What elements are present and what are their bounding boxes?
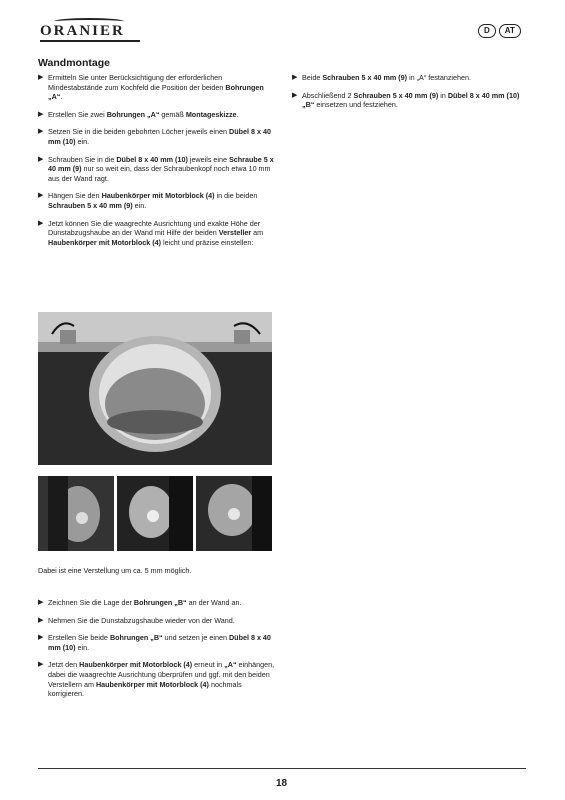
instruction-text: Erstellen Sie beide bbox=[48, 633, 110, 643]
page-number: 18 bbox=[276, 778, 288, 789]
instruction-text: Haubenkörper mit Motorblock (4) bbox=[101, 191, 215, 201]
instruction-text: Schrauben 5 x 40 mm (9) bbox=[48, 200, 133, 210]
instruction-text: Schraube 5 x 40 mm (9) bbox=[48, 154, 274, 174]
instruction-text: „A“ bbox=[224, 660, 237, 670]
instruction-text: Montageskizze bbox=[185, 109, 237, 119]
instructions-right bbox=[292, 73, 532, 118]
bullet-arrow-icon: ▶ bbox=[38, 74, 44, 81]
instruction-item bbox=[292, 91, 532, 110]
bullet-arrow-icon: ▶ bbox=[38, 155, 44, 163]
instruction-item bbox=[38, 616, 276, 626]
instruction-item bbox=[38, 633, 276, 652]
instruction-text: in „A“ festanziehen. bbox=[407, 73, 472, 82]
instruction-text: Bohrungen „A“ bbox=[48, 82, 264, 102]
instruction-text: Zeichnen Sie die Lage der bbox=[48, 598, 134, 607]
instruction-text: einhängen, dabei die waagrechte Ausrichtung überprüfen und ggf. mit den beiden Verstellern am bbox=[48, 660, 275, 689]
bullet-arrow-icon: ▶ bbox=[38, 219, 44, 227]
instruction-text: erneut in bbox=[192, 660, 225, 670]
bullet-arrow-icon: ▶ bbox=[38, 192, 44, 200]
instruction-text: Haubenkörper mit Motorblock (4) bbox=[79, 660, 193, 670]
instruction-text: am bbox=[251, 228, 264, 238]
instruction-text: nochmals korrigieren. bbox=[48, 679, 242, 699]
instruction-text: Erstellen Sie zwei bbox=[48, 109, 107, 119]
instruction-text: Schrauben Sie in die bbox=[48, 154, 117, 164]
instruction-text: leicht und präzise einstellen: bbox=[161, 237, 254, 247]
country-badge-at: AT bbox=[499, 24, 521, 38]
instruction-text: nur so weit ein, dass der Schraubenkopf noch etwa 10 mm aus der Wand ragt. bbox=[48, 164, 271, 183]
instruction-text: . bbox=[236, 109, 239, 119]
instruction-text: ein. bbox=[75, 136, 90, 146]
bullet-arrow-icon: ▶ bbox=[292, 91, 298, 99]
country-badges bbox=[478, 24, 521, 38]
instruction-text: ein. bbox=[75, 642, 90, 652]
bullet-arrow-icon: ▶ bbox=[38, 634, 44, 642]
instruction-text: in bbox=[438, 90, 448, 100]
instruction-item bbox=[38, 219, 276, 248]
adjuster-photo-1 bbox=[38, 476, 114, 551]
instruction-text: Schrauben 5 x 40 mm (9) bbox=[353, 90, 439, 100]
instruction-text: Abschließend 2 bbox=[302, 90, 354, 100]
instruction-text: Bohrungen „A“ bbox=[106, 109, 160, 119]
instruction-text: und setzen je einen bbox=[162, 633, 229, 643]
hood-illustration bbox=[38, 312, 272, 465]
instruction-text: Bohrungen „B“ bbox=[133, 598, 187, 607]
instruction-text: Setzen Sie in die beiden gebohrten Löcher jeweils einen bbox=[48, 127, 230, 137]
instruction-text: in die beiden bbox=[214, 191, 258, 201]
instruction-text: Dübel 8 x 40 mm (10) „B“ bbox=[302, 90, 520, 110]
instruction-item bbox=[38, 110, 276, 120]
instruction-text: gemäß bbox=[159, 109, 186, 119]
adjuster-photo-2 bbox=[117, 476, 193, 551]
instruction-item bbox=[38, 127, 276, 146]
instruction-text: Hängen Sie den bbox=[48, 191, 102, 201]
bullet-arrow-icon: ▶ bbox=[38, 110, 44, 118]
instruction-text: Bohrungen „B“ bbox=[109, 633, 163, 643]
instruction-text: Beide bbox=[302, 73, 323, 82]
instruction-item bbox=[38, 155, 276, 184]
instruction-text: Schrauben 5 x 40 mm (9) bbox=[322, 73, 408, 82]
bullet-arrow-icon: ▶ bbox=[38, 661, 44, 669]
instruction-text: Versteller bbox=[218, 228, 252, 238]
instruction-text: Dübel 8 x 40 mm (10) bbox=[48, 633, 271, 652]
logo-underline bbox=[40, 40, 140, 42]
instruction-text: Nehmen Sie die Dunstabzugshaube wieder von der Wand. bbox=[48, 615, 235, 625]
adjuster-photos bbox=[38, 476, 272, 551]
instruction-text: Haubenkörper mit Motorblock (4) bbox=[48, 237, 162, 247]
instruction-item bbox=[38, 660, 276, 698]
instruction-text: Dübel 8 x 40 mm (10) bbox=[48, 127, 271, 146]
instruction-item bbox=[38, 598, 276, 608]
bullet-arrow-icon: ▶ bbox=[38, 599, 44, 606]
hood-photo bbox=[38, 312, 272, 465]
bullet-arrow-icon: ▶ bbox=[38, 128, 44, 136]
instruction-text: jeweils eine bbox=[187, 154, 229, 164]
bullet-arrow-icon: ▶ bbox=[292, 74, 298, 81]
brand-logo: ORANIER bbox=[40, 23, 125, 39]
instructions-left bbox=[38, 73, 276, 255]
section-title: Wandmontage bbox=[38, 57, 110, 69]
instruction-text: Jetzt den bbox=[48, 660, 80, 670]
instruction-text: Haubenkörper mit Motorblock (4) bbox=[95, 679, 209, 689]
instruction-item bbox=[38, 191, 276, 210]
instruction-text: Dübel 8 x 40 mm (10) bbox=[116, 154, 188, 164]
photo-caption: Dabei ist eine Verstellung um ca. 5 mm möglich. bbox=[38, 566, 192, 575]
instruction-text: an der Wand an. bbox=[186, 598, 242, 607]
instructions-left-2 bbox=[38, 598, 276, 707]
instruction-text: einsetzen und festziehen. bbox=[314, 100, 398, 110]
instruction-text: . bbox=[60, 92, 63, 102]
instruction-item bbox=[292, 73, 532, 83]
adjuster-photo-3 bbox=[196, 476, 272, 551]
instruction-text: Jetzt können Sie die waagrechte Ausrichtung und exakte Höhe der Dunstabzugshaube an der Wand mit Hilfe der beiden bbox=[48, 218, 261, 238]
instruction-item bbox=[38, 73, 276, 102]
country-badge-d: D bbox=[478, 24, 496, 38]
instruction-text: ein. bbox=[132, 200, 147, 210]
bullet-arrow-icon: ▶ bbox=[38, 616, 44, 624]
instruction-text: Ermitteln Sie unter Berücksichtigung der erforderlichen Mindestabstände zum Kochfeld die Position der beiden bbox=[48, 73, 226, 92]
footer-rule bbox=[38, 768, 526, 769]
